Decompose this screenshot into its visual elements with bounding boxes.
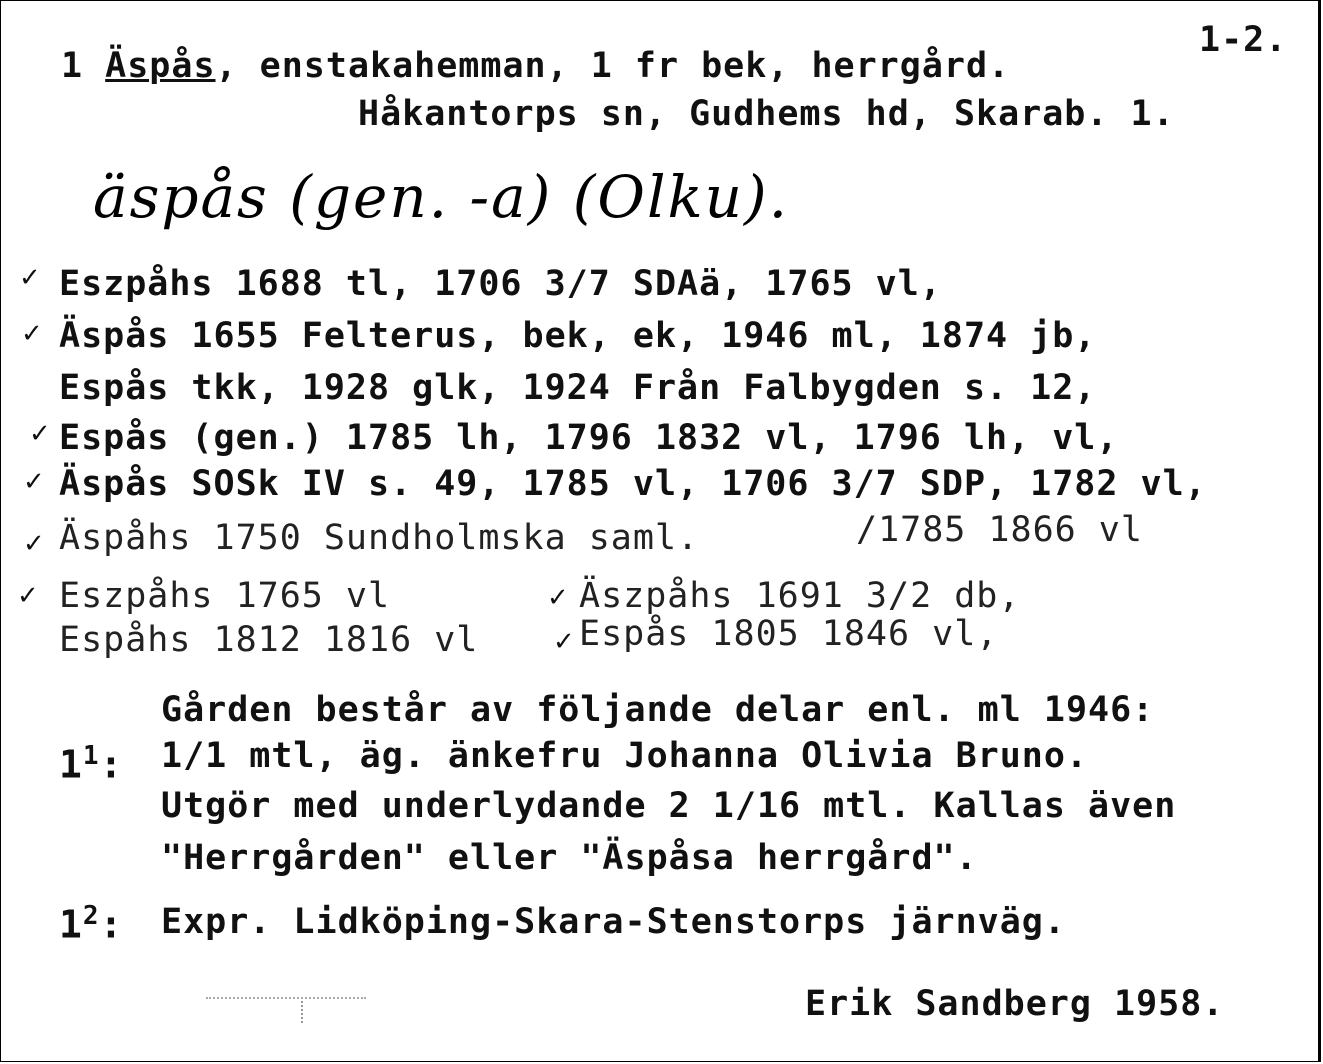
- signature: Erik Sandberg 1958.: [805, 984, 1225, 1024]
- check-mark-icon: ✓: [19, 263, 41, 293]
- form-line: Eszpåhs 1765 vl: [59, 576, 391, 616]
- part-2-line-1: Expr. Lidköping-Skara-Stenstorps järnväg.: [161, 902, 1066, 942]
- form-line: Äszpåhs 1691 3/2 db,: [579, 576, 1021, 616]
- place-name: Äspås: [105, 46, 216, 86]
- form-line: Äspås 1655 Felterus, bek, ek, 1946 ml, 1874 jb,: [59, 316, 1097, 356]
- part-2-label: $1^2$:: [59, 901, 124, 947]
- part-1-line-1: 1/1 mtl, äg. änkefru Johanna Olivia Bruno.: [161, 736, 1089, 776]
- part-1-line-2: Utgör med underlydande 2 1/16 mtl. Kallas även: [161, 786, 1177, 826]
- form-line: Äspås SOSk IV s. 49, 1785 vl, 1706 3/7 SDP, 1782 vl,: [59, 464, 1207, 504]
- stray-mark: [301, 1001, 303, 1023]
- check-mark-icon: ✓: [23, 529, 45, 559]
- check-mark-icon: ✓: [547, 583, 569, 613]
- parts-intro: Gården består av följande delar enl. ml 1946:: [161, 690, 1155, 730]
- stray-mark: [206, 997, 366, 999]
- form-line: Äspåhs 1750 Sundholmska saml.: [59, 518, 700, 558]
- header-line-1: [61, 46, 1011, 86]
- form-line: Espås (gen.) 1785 lh, 1796 1832 vl, 1796 lh, vl,: [59, 418, 1119, 458]
- pronunciation-handwritten: äspås (gen. -a) (Olku).: [93, 163, 790, 231]
- card-number: 1-2.: [1199, 20, 1288, 60]
- check-mark-icon: ✓: [29, 419, 51, 449]
- part-1-label: $1^1$:: [59, 741, 124, 787]
- header-prefix: 1: [61, 46, 106, 86]
- check-mark-icon: ✓: [23, 467, 45, 497]
- header-line-2: Håkantorps sn, Gudhems hd, Skarab. 1.: [358, 94, 1175, 134]
- check-mark-icon: ✓: [553, 627, 575, 657]
- check-mark-icon: ✓: [17, 581, 39, 611]
- check-mark-icon: ✓: [21, 319, 43, 349]
- form-line: Eszpåhs 1688 tl, 1706 3/7 SDAä, 1765 vl,: [59, 264, 942, 304]
- part-1-line-3: "Herrgården" eller "Äspåsa herrgård".: [161, 838, 978, 878]
- header-rest: , enstakahemman, 1 fr bek, herrgård.: [215, 46, 1011, 86]
- form-line: /1785 1866 vl: [856, 510, 1143, 550]
- form-line: Espåhs 1812 1816 vl: [59, 620, 479, 660]
- form-line: Espås tkk, 1928 glk, 1924 Från Falbygden s. 12,: [59, 368, 1097, 408]
- form-line: Espås 1805 1846 vl,: [579, 614, 999, 654]
